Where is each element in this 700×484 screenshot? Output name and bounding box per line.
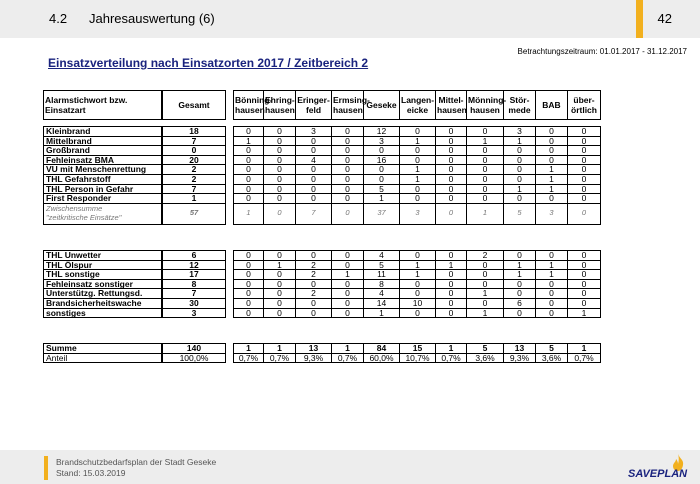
row-value: 1 — [536, 260, 568, 270]
row-value: 0 — [364, 146, 400, 156]
table-row — [44, 251, 162, 261]
row-value: 5 — [364, 260, 400, 270]
row-value: 1 — [400, 260, 436, 270]
row-value: 0 — [568, 289, 601, 299]
row-value: 1 — [234, 136, 264, 146]
row-value: 0 — [568, 270, 601, 280]
table-row — [44, 308, 162, 318]
row-value: 1 — [504, 184, 536, 194]
row-value: 1 — [467, 136, 504, 146]
row-value: 0 — [536, 298, 568, 308]
row-value: 0 — [504, 165, 536, 175]
zwischensumme-line2: "zeitkritische Einsätze" — [46, 212, 122, 222]
row-value: 0 — [332, 260, 364, 270]
row-value: 0 — [504, 251, 536, 261]
anteil-value: 10,7% — [400, 353, 436, 363]
page-footer — [0, 450, 700, 484]
row-value: 0 — [264, 155, 296, 165]
summe-value: 5 — [536, 344, 568, 354]
zwischensumme-value: 0 — [332, 203, 364, 224]
row-value: 1 — [400, 270, 436, 280]
row-value: 12 — [364, 127, 400, 137]
summe-value: 13 — [504, 344, 536, 354]
row-value: 10 — [400, 298, 436, 308]
section-title: Jahresauswertung (6) — [89, 11, 215, 26]
row-value: 0 — [364, 174, 400, 184]
row-value: 0 — [296, 298, 332, 308]
row-value: 0 — [504, 308, 536, 318]
header-ort-9 — [536, 91, 568, 120]
row-value: 0 — [364, 165, 400, 175]
row-value: 0 — [296, 174, 332, 184]
header-ort-line1: Eringer- — [297, 95, 330, 105]
row-value: 0 — [436, 194, 467, 204]
row-value: 0 — [296, 184, 332, 194]
row-value: 16 — [364, 155, 400, 165]
row-label: Großbrand — [44, 146, 162, 156]
row-gesamt: 2 — [163, 174, 226, 184]
row-label: sonstiges — [44, 308, 162, 318]
row-value: 0 — [264, 194, 296, 204]
footer-document: Brandschutzbedarfsplan der Stadt Geseke — [56, 457, 217, 467]
summe-value: 1 — [264, 344, 296, 354]
row-value: 0 — [536, 146, 568, 156]
row-gesamt: 12 — [163, 260, 226, 270]
row-value: 0 — [234, 155, 264, 165]
header-ort-line2: hausen — [265, 105, 295, 115]
row-value: 0 — [436, 127, 467, 137]
row-value: 0 — [436, 174, 467, 184]
row-value: 0 — [504, 289, 536, 299]
header-ort-line1: Stör- — [509, 95, 530, 105]
row-gesamt: 7 — [163, 184, 226, 194]
summe-value: 1 — [234, 344, 264, 354]
row-value: 0 — [400, 155, 436, 165]
row-value: 3 — [504, 127, 536, 137]
row-value: 0 — [436, 146, 467, 156]
row-value: 0 — [536, 251, 568, 261]
row-value: 0 — [467, 127, 504, 137]
footer-accent-bar — [44, 456, 48, 480]
row-value: 2 — [296, 260, 332, 270]
row-value: 0 — [536, 155, 568, 165]
anteil-value: 0,7% — [436, 353, 467, 363]
row-label: THL sonstige — [44, 270, 162, 280]
row-value: 0 — [504, 194, 536, 204]
saveplan-logo — [628, 454, 688, 480]
logo-text: SAVEPLAN — [628, 468, 688, 480]
row-label: Kleinbrand — [44, 127, 162, 137]
row-value: 0 — [536, 136, 568, 146]
row-gesamt: 7 — [163, 289, 226, 299]
row-value: 0 — [264, 308, 296, 318]
row-value: 0 — [436, 136, 467, 146]
row-value: 0 — [436, 184, 467, 194]
row-value: 0 — [234, 165, 264, 175]
zwischensumme-value: 3 — [536, 203, 568, 224]
row-value: 0 — [234, 279, 264, 289]
summe-value: 1 — [332, 344, 364, 354]
zwischensumme-value: 0 — [568, 203, 601, 224]
row-value: 0 — [536, 279, 568, 289]
row-label: Mittelbrand — [44, 136, 162, 146]
row-value: 0 — [296, 136, 332, 146]
header-stichwort-line1: Alarmstichwort bzw. — [45, 95, 128, 105]
header-ort-line1: Langen- — [401, 95, 435, 105]
row-value: 1 — [364, 308, 400, 318]
row-value: 0 — [467, 279, 504, 289]
row-value: 0 — [296, 308, 332, 318]
anteil-value: 60,0% — [364, 353, 400, 363]
row-value: 0 — [467, 174, 504, 184]
header-ort-line2: eicke — [406, 105, 429, 115]
row-value: 0 — [436, 298, 467, 308]
row-value: 0 — [264, 289, 296, 299]
row-value: 0 — [264, 251, 296, 261]
row-value: 0 — [264, 136, 296, 146]
row-value: 0 — [234, 146, 264, 156]
row-value: 0 — [264, 174, 296, 184]
row-value: 0 — [332, 127, 364, 137]
row-value: 0 — [436, 279, 467, 289]
header-ort-line2: mede — [508, 105, 531, 115]
row-value: 0 — [264, 270, 296, 280]
row-value: 0 — [568, 174, 601, 184]
row-value: 0 — [467, 270, 504, 280]
row-value: 0 — [332, 279, 364, 289]
row-gesamt: 3 — [163, 308, 226, 318]
row-value: 0 — [332, 289, 364, 299]
row-value: 0 — [332, 165, 364, 175]
row-value: 1 — [400, 165, 436, 175]
row-value: 1 — [536, 270, 568, 280]
zwischensumme-value: 1 — [234, 203, 264, 224]
row-label: THL Person in Gefahr — [44, 184, 162, 194]
header-gesamt: Gesamt — [163, 91, 226, 120]
summe-value: 84 — [364, 344, 400, 354]
anteil-gesamt: 100,0% — [163, 353, 226, 363]
row-value: 1 — [332, 270, 364, 280]
table-row — [44, 298, 162, 308]
row-gesamt: 2 — [163, 165, 226, 175]
row-value: 0 — [264, 279, 296, 289]
row-gesamt: 20 — [163, 155, 226, 165]
row-value: 14 — [364, 298, 400, 308]
header-stichwort — [44, 91, 162, 120]
row-gesamt: 30 — [163, 298, 226, 308]
row-value: 11 — [364, 270, 400, 280]
header-ort-line1: Mittel- — [438, 95, 464, 105]
header-ort-0 — [234, 91, 273, 120]
anteil-value: 9,3% — [296, 353, 332, 363]
row-gesamt: 0 — [163, 146, 226, 156]
row-value: 0 — [436, 289, 467, 299]
row-value: 4 — [364, 251, 400, 261]
anteil-value: 3,6% — [467, 353, 504, 363]
row-value: 0 — [296, 165, 332, 175]
row-value: 0 — [234, 184, 264, 194]
row-gesamt: 6 — [163, 251, 226, 261]
row-value: 2 — [296, 289, 332, 299]
row-value: 0 — [568, 127, 601, 137]
row-value: 0 — [400, 289, 436, 299]
row-gesamt: 18 — [163, 127, 226, 137]
row-value: 0 — [504, 155, 536, 165]
header-ort-3 — [332, 91, 370, 120]
row-value: 0 — [400, 251, 436, 261]
row-gesamt: 1 — [163, 194, 226, 204]
table-row — [44, 270, 162, 280]
row-value: 1 — [364, 194, 400, 204]
row-value: 0 — [332, 308, 364, 318]
row-value: 0 — [436, 155, 467, 165]
row-value: 0 — [467, 260, 504, 270]
row-value: 8 — [364, 279, 400, 289]
row-value: 0 — [332, 174, 364, 184]
row-label: THL Gefahrstoff — [44, 174, 162, 184]
summe-value: 1 — [436, 344, 467, 354]
row-value: 0 — [467, 165, 504, 175]
header-ort-line1: Mönning- — [468, 95, 507, 105]
row-value: 1 — [536, 184, 568, 194]
summe-value: 13 — [296, 344, 332, 354]
zwischensumme-value: 0 — [436, 203, 467, 224]
row-value: 0 — [568, 146, 601, 156]
header-ort-2 — [296, 91, 332, 120]
row-value: 0 — [436, 270, 467, 280]
row-value: 0 — [234, 289, 264, 299]
row-value: 1 — [568, 308, 601, 318]
zwischensumme-value: 37 — [364, 203, 400, 224]
row-gesamt: 17 — [163, 270, 226, 280]
row-value: 1 — [400, 174, 436, 184]
row-value: 5 — [364, 184, 400, 194]
header-ort-line1: Ermsing- — [333, 95, 370, 105]
page-title: Einsatzverteilung nach Einsatzorten 2017 / Zeitbereich 2 — [48, 56, 369, 70]
header-ort-8 — [504, 91, 536, 120]
header-ort-1 — [264, 91, 296, 120]
row-value: 0 — [536, 194, 568, 204]
header-ort-line2: feld — [305, 105, 322, 115]
row-value: 0 — [296, 251, 332, 261]
row-label: Brandsicherheitswache — [44, 298, 162, 308]
row-value: 1 — [504, 136, 536, 146]
row-value: 1 — [264, 260, 296, 270]
zwischensumme-value: 7 — [296, 203, 332, 224]
summe-label: Summe — [44, 344, 162, 354]
row-value: 0 — [568, 194, 601, 204]
row-value: 0 — [568, 298, 601, 308]
row-value: 1 — [436, 260, 467, 270]
row-value: 0 — [234, 270, 264, 280]
zwischensumme-label — [44, 203, 162, 224]
header-accent-bar — [636, 0, 643, 38]
row-value: 0 — [436, 251, 467, 261]
row-value: 1 — [467, 289, 504, 299]
row-value: 0 — [332, 251, 364, 261]
anteil-value: 0,7% — [234, 353, 264, 363]
row-value: 0 — [264, 184, 296, 194]
row-value: 2 — [296, 270, 332, 280]
row-value: 1 — [536, 165, 568, 175]
row-value: 0 — [400, 146, 436, 156]
zwischensumme-value: 0 — [264, 203, 296, 224]
page-number: 42 — [657, 11, 672, 26]
row-value: 0 — [400, 308, 436, 318]
header-ort-10 — [568, 91, 601, 120]
row-value: 0 — [568, 260, 601, 270]
header-ort-line1: BAB — [542, 100, 561, 110]
row-value: 0 — [467, 194, 504, 204]
row-value: 0 — [264, 146, 296, 156]
table-row — [44, 194, 162, 204]
row-value: 0 — [264, 165, 296, 175]
row-value: 3 — [364, 136, 400, 146]
row-value: 0 — [467, 146, 504, 156]
header-ort-6 — [436, 91, 467, 120]
anteil-value: 0,7% — [264, 353, 296, 363]
row-label: THL Ölspur — [44, 260, 162, 270]
row-value: 0 — [467, 155, 504, 165]
row-value: 0 — [332, 298, 364, 308]
header-stichwort-line2: Einsatzart — [45, 105, 86, 115]
row-value: 1 — [467, 308, 504, 318]
row-label: Fehleinsatz BMA — [44, 155, 162, 165]
section-number: 4.2 — [49, 11, 68, 26]
row-value: 0 — [436, 165, 467, 175]
anteil-value: 3,6% — [536, 353, 568, 363]
page-header — [0, 0, 700, 38]
row-value: 0 — [568, 184, 601, 194]
row-value: 6 — [504, 298, 536, 308]
anteil-value: 0,7% — [332, 353, 364, 363]
header-ort-line2: hausen — [470, 105, 500, 115]
row-value: 0 — [400, 194, 436, 204]
row-value: 3 — [296, 127, 332, 137]
row-value: 0 — [504, 279, 536, 289]
row-value: 0 — [234, 174, 264, 184]
row-value: 0 — [234, 194, 264, 204]
zwischensumme-value: 3 — [400, 203, 436, 224]
row-gesamt: 8 — [163, 279, 226, 289]
period-label: Betrachtungszeitraum: 01.01.2017 - 31.12.2017 — [517, 47, 687, 56]
anteil-label: Anteil — [44, 353, 162, 363]
header-ort-line1: über- — [573, 95, 595, 105]
zwischensumme-line1: Zwischensumme — [46, 204, 103, 214]
row-value: 0 — [400, 279, 436, 289]
row-value: 0 — [568, 155, 601, 165]
row-value: 0 — [332, 155, 364, 165]
header-ort-line1: Bönning- — [235, 95, 273, 105]
table-row — [44, 146, 162, 156]
header-ort-line1: Geseke — [366, 100, 397, 110]
footer-date: Stand: 15.03.2019 — [56, 468, 126, 478]
row-value: 0 — [234, 298, 264, 308]
header-ort-line2: hausen — [437, 105, 467, 115]
row-value: 0 — [296, 194, 332, 204]
row-value: 1 — [536, 174, 568, 184]
row-value: 4 — [364, 289, 400, 299]
row-value: 0 — [568, 279, 601, 289]
summe-value: 1 — [568, 344, 601, 354]
row-value: 4 — [296, 155, 332, 165]
header-ort-line2: hausen — [235, 105, 265, 115]
row-label: THL Unwetter — [44, 251, 162, 261]
table-row — [44, 127, 162, 137]
zwischensumme-gesamt: 57 — [163, 203, 226, 224]
row-value: 0 — [234, 251, 264, 261]
row-value: 0 — [332, 184, 364, 194]
row-value: 0 — [296, 279, 332, 289]
row-value: 0 — [264, 127, 296, 137]
row-value: 0 — [568, 165, 601, 175]
row-value: 2 — [467, 251, 504, 261]
row-value: 1 — [504, 260, 536, 270]
header-ort-line2: hausen — [333, 105, 363, 115]
zwischensumme-value: 1 — [467, 203, 504, 224]
row-value: 0 — [504, 174, 536, 184]
row-value: 0 — [332, 194, 364, 204]
row-value: 0 — [400, 127, 436, 137]
header-ort-5 — [400, 91, 436, 120]
row-value: 0 — [234, 308, 264, 318]
row-value: 0 — [504, 146, 536, 156]
row-value: 0 — [568, 251, 601, 261]
zwischensumme-value: 5 — [504, 203, 536, 224]
row-label: First Responder — [44, 194, 162, 204]
summe-value: 15 — [400, 344, 436, 354]
row-value: 1 — [504, 270, 536, 280]
row-value: 0 — [400, 184, 436, 194]
row-value: 0 — [536, 308, 568, 318]
row-value: 0 — [467, 298, 504, 308]
row-gesamt: 7 — [163, 136, 226, 146]
row-value: 0 — [332, 146, 364, 156]
anteil-value: 9,3% — [504, 353, 536, 363]
row-label: VU mit Menschenrettung — [44, 165, 162, 175]
row-value: 0 — [568, 136, 601, 146]
summe-gesamt: 140 — [163, 344, 226, 354]
table-row — [44, 174, 162, 184]
row-value: 1 — [400, 136, 436, 146]
row-value: 0 — [332, 136, 364, 146]
header-ort-line1: Ehring- — [265, 95, 295, 105]
summe-value: 5 — [467, 344, 504, 354]
row-value: 0 — [436, 308, 467, 318]
row-label: Fehleinsatz sonstiger — [44, 279, 162, 289]
row-value: 0 — [536, 289, 568, 299]
row-value: 0 — [234, 127, 264, 137]
row-value: 0 — [467, 184, 504, 194]
row-value: 0 — [234, 260, 264, 270]
header-ort-7 — [467, 91, 507, 120]
anteil-value: 0,7% — [568, 353, 601, 363]
header-ort-line2: örtlich — [571, 105, 597, 115]
row-label: Unterstützg. Rettungsd. — [44, 289, 162, 299]
row-value: 0 — [264, 298, 296, 308]
row-value: 0 — [536, 127, 568, 137]
row-value: 0 — [296, 146, 332, 156]
